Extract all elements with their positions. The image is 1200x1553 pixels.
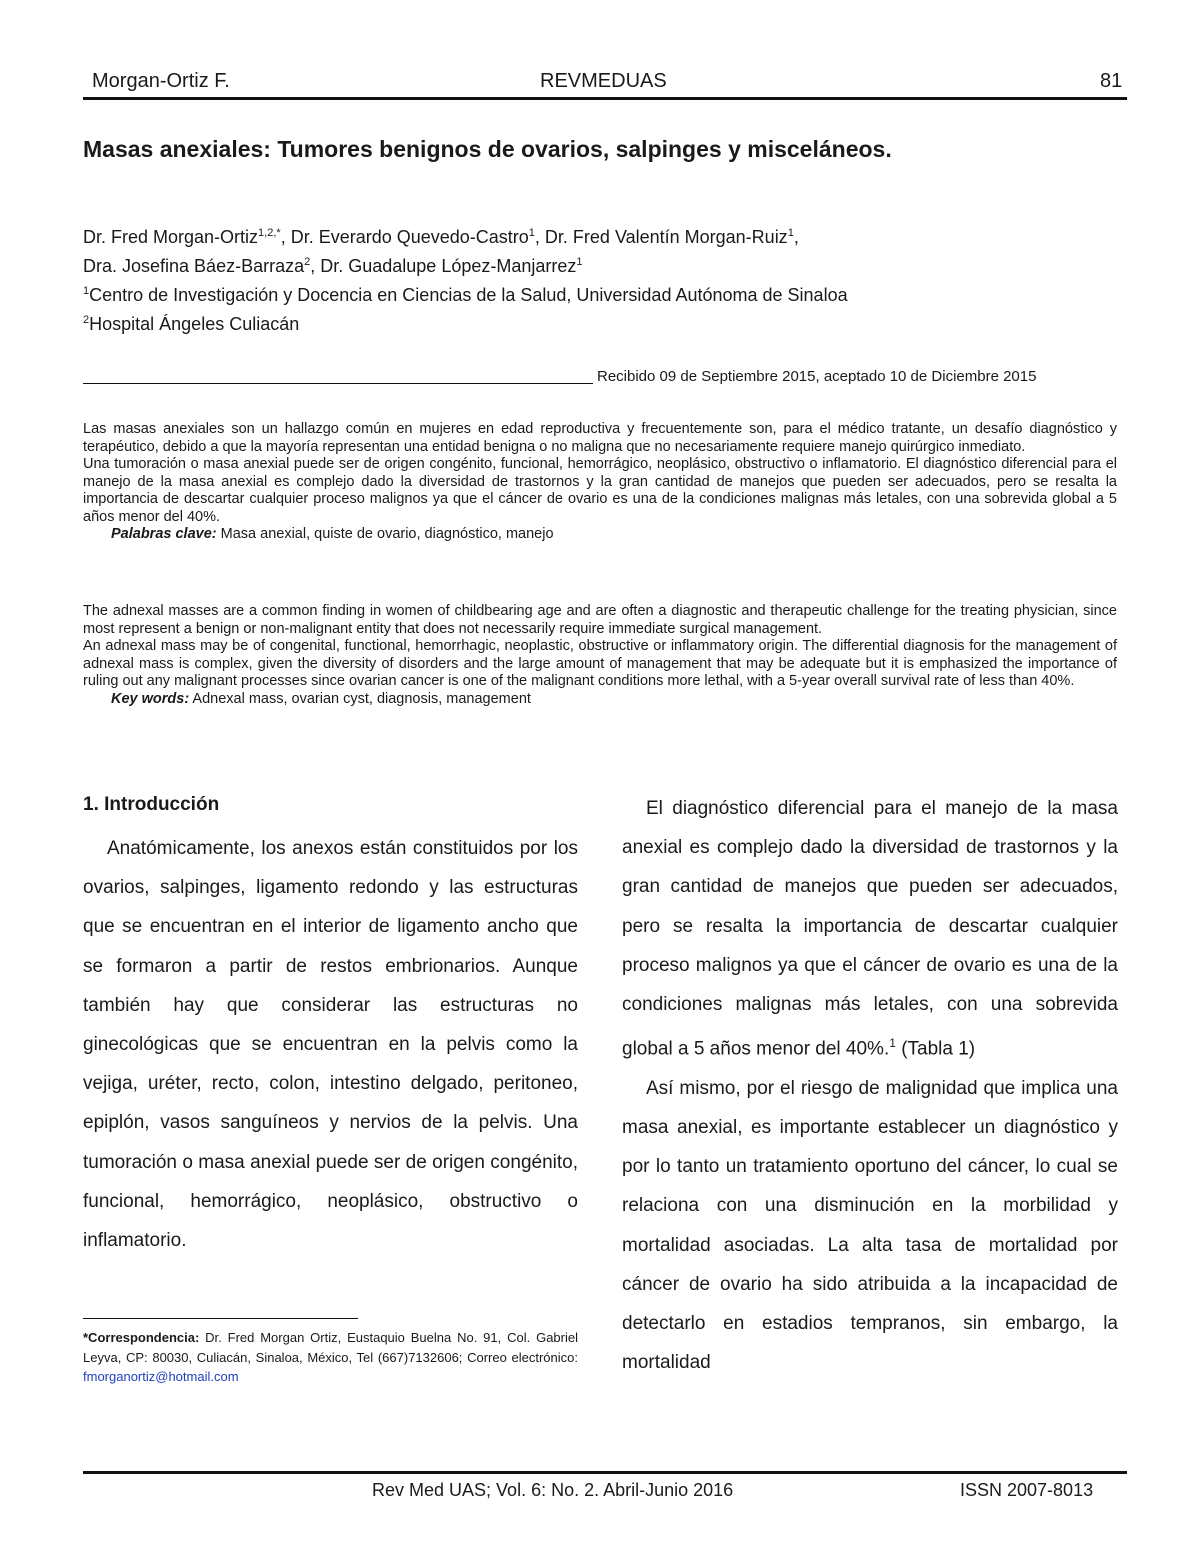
article-title: Masas anexiales: Tumores benignos de ovarios, salpinges y misceláneos.: [83, 136, 892, 162]
abstract-keywords: Key words: Adnexal mass, ovarian cyst, diagnosis, management: [111, 690, 531, 707]
section-heading: 1. Introducción: [83, 794, 220, 815]
body-paragraph: Anatómicamente, los anexos están constituidos por los ovarios, salpinges, ligamento redondo y las estructuras que se encuentran en el interior de ligamento ancho que se formaron a partir de restos embrionarios. Aunque también hay que considerar las estructuras no ginecológicas que se encuentran en la pelvis como la vejiga, uréter, recto, colon, intestino delgado, peritoneo, epiplón, vasos sanguíneos y nervios de la pelvis. Una tumoración o masa anexial puede ser de origen congénito, funcional, hemorrágico, neoplásico, obstructivo o inflamatorio.: [83, 838, 578, 1252]
body-column-right: [622, 789, 1118, 1382]
resumen-keywords: Palabras clave: Masa anexial, quiste de ovario, diagnóstico, manejo: [111, 526, 554, 542]
footnote-rule: [83, 1318, 358, 1319]
author-sup: 2: [304, 256, 311, 268]
author-name: Dra. Josefina Báez-Barraza: [83, 256, 305, 276]
resumen-block: [83, 421, 1117, 544]
author-sup: 1: [576, 256, 583, 268]
author-line-2: [83, 256, 583, 277]
received-date: Recibido 09 de Septiembre 2015, aceptado 10 de Diciembre 2015: [597, 368, 1037, 385]
author-line-1: [83, 227, 799, 248]
issn: ISSN 2007-8013: [960, 1480, 1094, 1500]
author-name: , Dr. Everardo Quevedo-Castro: [280, 227, 529, 247]
resumen-paragraph: Una tumoración o masa anexial puede ser de origen congénito, funcional, hemorrágico, neoplásico, obstructivo o inflamatorio. El diagnóstico diferencial para el manejo de la masa anexial es complejo dado la diversidad de trastornos y la gran cantidad de manejos que pueden ser adecuados, pero se resalta la importancia de descartar cualquier proceso malignos ya que el cáncer de ovario es una de la condiciones malignas más letales, con una sobrevida global a 5 años menor del 40%.: [83, 456, 1117, 525]
body-paragraph: Así mismo, por el riesgo de malignidad que implica una masa anexial, es importante establecer un diagnóstico y por lo tanto un tratamiento oportuno del cáncer, lo cual se relaciona con una disminución en la morbilidad y mortalidad asociadas. La alta tasa de mortalidad por cáncer de ovario ha sido atribuida a la incapacidad de detectarlo en estadios tempranos, sin embargo, la mortalidad: [622, 1077, 1118, 1374]
body-paragraph: El diagnóstico diferencial para el manejo de la masa anexial es complejo dado la diversidad de trastornos y la gran cantidad de manejos que pueden ser adecuados, pero se resalta la importancia de descartar cualquier proceso malignos ya que el cáncer de ovario es una de la condiciones malignas más letales, con una sobrevida global a 5 años menor del 40%.$^1$ (Tabla 1): [622, 798, 1118, 1060]
page-number: 81: [1100, 70, 1123, 92]
affiliation-1: $^1$Centro de Investigación y Docencia en Ciencias de la Salud, Universidad Autónoma de Sinaloa: [83, 285, 848, 305]
correspondence-footnote: *Correspondencia: Dr. Fred Morgan Ortiz, Eustaquio Buelna No. 91, Col. Gabriel Leyva, CP: 80030, Culiacán, Sinaloa, México, Tel (667)7132606; Correo electrónico: fmorganortiz@hotmail.com: [83, 1330, 578, 1384]
author-name: , Dr. Fred Valentín Morgan-Ruiz: [534, 227, 788, 247]
received-rule: [83, 383, 593, 384]
author-sup: 1,2,*: [258, 227, 281, 239]
running-head-journal: REVMEDUAS: [540, 70, 667, 92]
resumen-paragraph: Las masas anexiales son un hallazgo común en mujeres en edad reproductiva y frecuentemente son, para el médico tratante, un desafío diagnóstico y terapéutico, debido a que la mayoría representan una entidad benigna o no maligna que no necesariamente requiere manejo quirúrgico inmediato.: [83, 421, 1117, 455]
abstract-block: [83, 603, 1117, 708]
email-link[interactable]: fmorganortiz@hotmail.com: [83, 1369, 239, 1384]
body-column-left: [83, 829, 578, 1260]
author-sup: 1: [787, 227, 794, 239]
author-name: Dr. Fred Morgan-Ortiz: [83, 227, 259, 247]
author-name: , Dr. Guadalupe López-Manjarrez: [310, 256, 577, 276]
header-rule: [83, 97, 1127, 100]
author-sup: 1: [528, 227, 535, 239]
abstract-paragraph: The adnexal masses are a common finding in women of childbearing age and are often a diagnostic and therapeutic challenge for the treating physician, since most represent a benign or non-malignant entity that does not necessarily require immediate surgical management.: [83, 603, 1117, 637]
running-head-author: Morgan-Ortiz F.: [92, 70, 230, 92]
abstract-paragraph: An adnexal mass may be of congenital, functional, hemorrhagic, neoplastic, obstructive or inflammatory origin. The differential diagnosis for the management of adnexal mass is complex, given the diversity of disorders and the large amount of management that may be adequate but it is emphasized the importance of ruling out any malignant processes since ovarian cancer is one of the malignant conditions more lethal, with a 5-year overall survival rate of less than 40%.: [83, 638, 1117, 689]
affiliation-2: $^2$Hospital Ángeles Culiacán: [83, 314, 300, 334]
author-name: ,: [793, 227, 799, 247]
journal-citation: Rev Med UAS; Vol. 6: No. 2. Abril-Junio 2016: [372, 1480, 734, 1500]
footer-rule: [83, 1471, 1127, 1474]
